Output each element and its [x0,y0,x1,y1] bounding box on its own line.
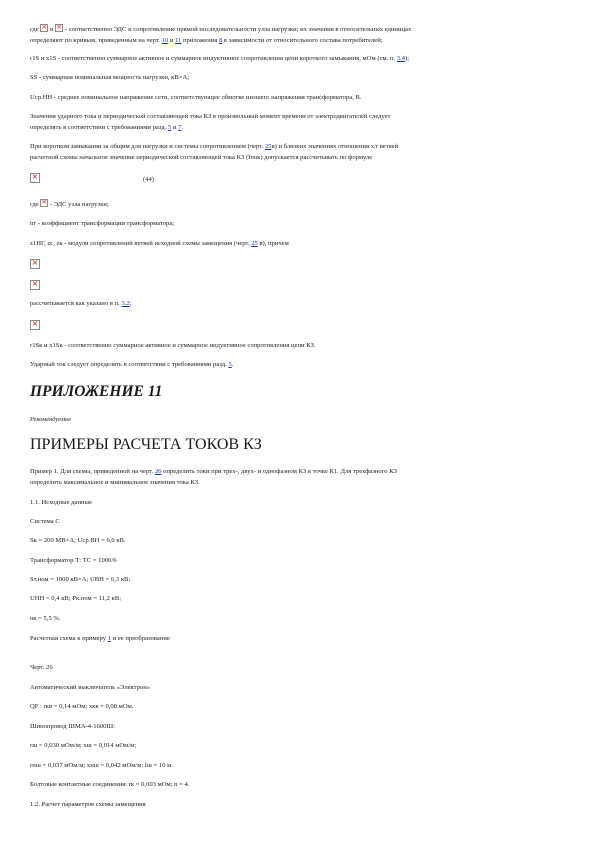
text-line: где × - ЭДС узла нагрузки; [30,199,567,211]
text-line: Автоматический выключатель «Электрон» [30,684,151,691]
broken-image-icon [55,24,63,32]
text-line: Трансформатор Т: ТС = 1000/6 [30,557,117,564]
link-chart-26[interactable]: 26 [154,468,162,475]
link-section-5[interactable]: 5 [228,361,232,368]
text-line: rнш = 0,037 мОм/м; xнш = 0,042 мОм/м; lш = 10 м. [30,762,173,769]
text-line: определять в соответствии с требованиями разд. 5 и 7. [30,124,184,131]
link-section-7[interactable]: 7 [178,124,182,131]
section-title: ПРИМЕРЫ РАСЧЕТА ТОКОВ КЗ [30,436,262,453]
broken-image-icon [30,173,40,183]
text-line: Sк = 200 МВ×А; Uср.ВН = 6,0 кВ. [30,537,126,544]
text-line: рассчитывается как указано в п. 3.2; [30,300,132,307]
text-line: r1Sк и x1Sк - соответственно суммарное активное и суммарное индуктивное сопротивления цепи КЗ. [30,342,316,349]
broken-image-icon [30,259,40,269]
text-line: SS - суммарная номинальная мощность нагрузки, кВ×А; [30,74,190,81]
link-chart-25[interactable]: 25 [251,240,258,247]
text-line: 1.1. Исходные данные [30,499,92,506]
text-line: Расчетная схема к примеру 1 и ее преобразование [30,635,170,642]
appendix-subtitle: Рекомендуемое [30,416,72,423]
text-line: z1НГ, zс, zк - модули сопротивлений ветвей исходной схемы замещения (черт. 25 в), причем [30,240,289,247]
text-line: QF : rкв = 0,14 мОм; xкв = 0,08 мОм. [30,703,134,710]
link-section-3-2[interactable]: 3.2 [121,300,130,307]
link-appendix-8[interactable]: 8 [218,37,223,44]
text-line: определяют по кривым, приведенным на черт. 10 и 11 приложения 8 в зависимости от относительного состава потребителей; [30,37,383,44]
text-line: определить максимальное и минимальное значения тока КЗ. [30,479,200,486]
text-line: Черт. 26 [30,664,53,671]
text-line: Пример 1. Для схемы, приведенной на черт. 26 определить токи при трех-, двух- и однофазном КЗ в точке К1. Для трехфазного КЗ [30,468,397,475]
text-line: UНН = 0,4 кВ; Рк.ном = 11,2 кВ; [30,595,122,602]
text-line: r1S и x1S - соответственно суммарное активное и суммарное индуктивное сопротивления цепи короткого замыкания, мОм (см. п. 3.4); [30,55,410,62]
equation-number: (44) [143,176,154,183]
text-line: nт - коэффициент трансформации трансформатора; [30,220,175,227]
broken-image-icon [40,199,48,207]
text-line: Болтовые контактные соединения: rк = 0,003 мОм; n = 4. [30,781,190,788]
link-chart-10[interactable]: 10 [161,37,169,44]
text-line: 1.2. Расчет параметров схемы замещения [30,801,146,808]
text-line: Uср.НН - среднее номинальное напряжение сети, соответствующее обмотке низшего напряжения трансформатора, В. [30,94,362,101]
text-line: Значения ударного тока и периодической составляющей тока КЗ в произвольный момент времени от электродвигателей следует [30,113,391,120]
broken-image-icon [40,24,48,32]
link-section-3-4[interactable]: 3.4 [396,55,405,62]
link-section-5[interactable]: 5 [167,124,172,131]
text-line: Ударный ток следует определять в соответствии с требованиями разд. 5. [30,361,234,368]
link-chart-25[interactable]: 25 [264,143,272,150]
text-line: Sт.ном = 1000 кВ×А; UВН = 6,3 кВ; [30,576,131,583]
broken-image-icon [30,320,40,330]
text-line: Шинопровод ШМА-4-1600Ш: [30,723,115,730]
link-example-1[interactable]: 1 [107,635,112,642]
broken-image-icon [30,280,40,290]
text-line: где × и × - соответственно ЭДС и сопротивление прямой последовательности узла нагрузки; их значения в относительных единицах [30,24,567,36]
appendix-title: ПРИЛОЖЕНИЕ 11 [30,383,163,400]
text-line: rш = 0,030 мОм/м; xш = 0,014 мОм/м; [30,742,137,749]
text-line: При коротком замыкании за общим для нагрузки и системы сопротивлением (черт. 25в) и близких значениях отношения x/r ветвей [30,143,399,150]
text-line: Система С [30,518,60,525]
text-line: расчетной схемы начальное значение периодической составляющей тока КЗ (Iпок) допускается рассчитывать по формуле [30,154,373,161]
text-line: uк = 5,5 %. [30,615,61,622]
link-chart-11[interactable]: 11 [175,37,182,44]
